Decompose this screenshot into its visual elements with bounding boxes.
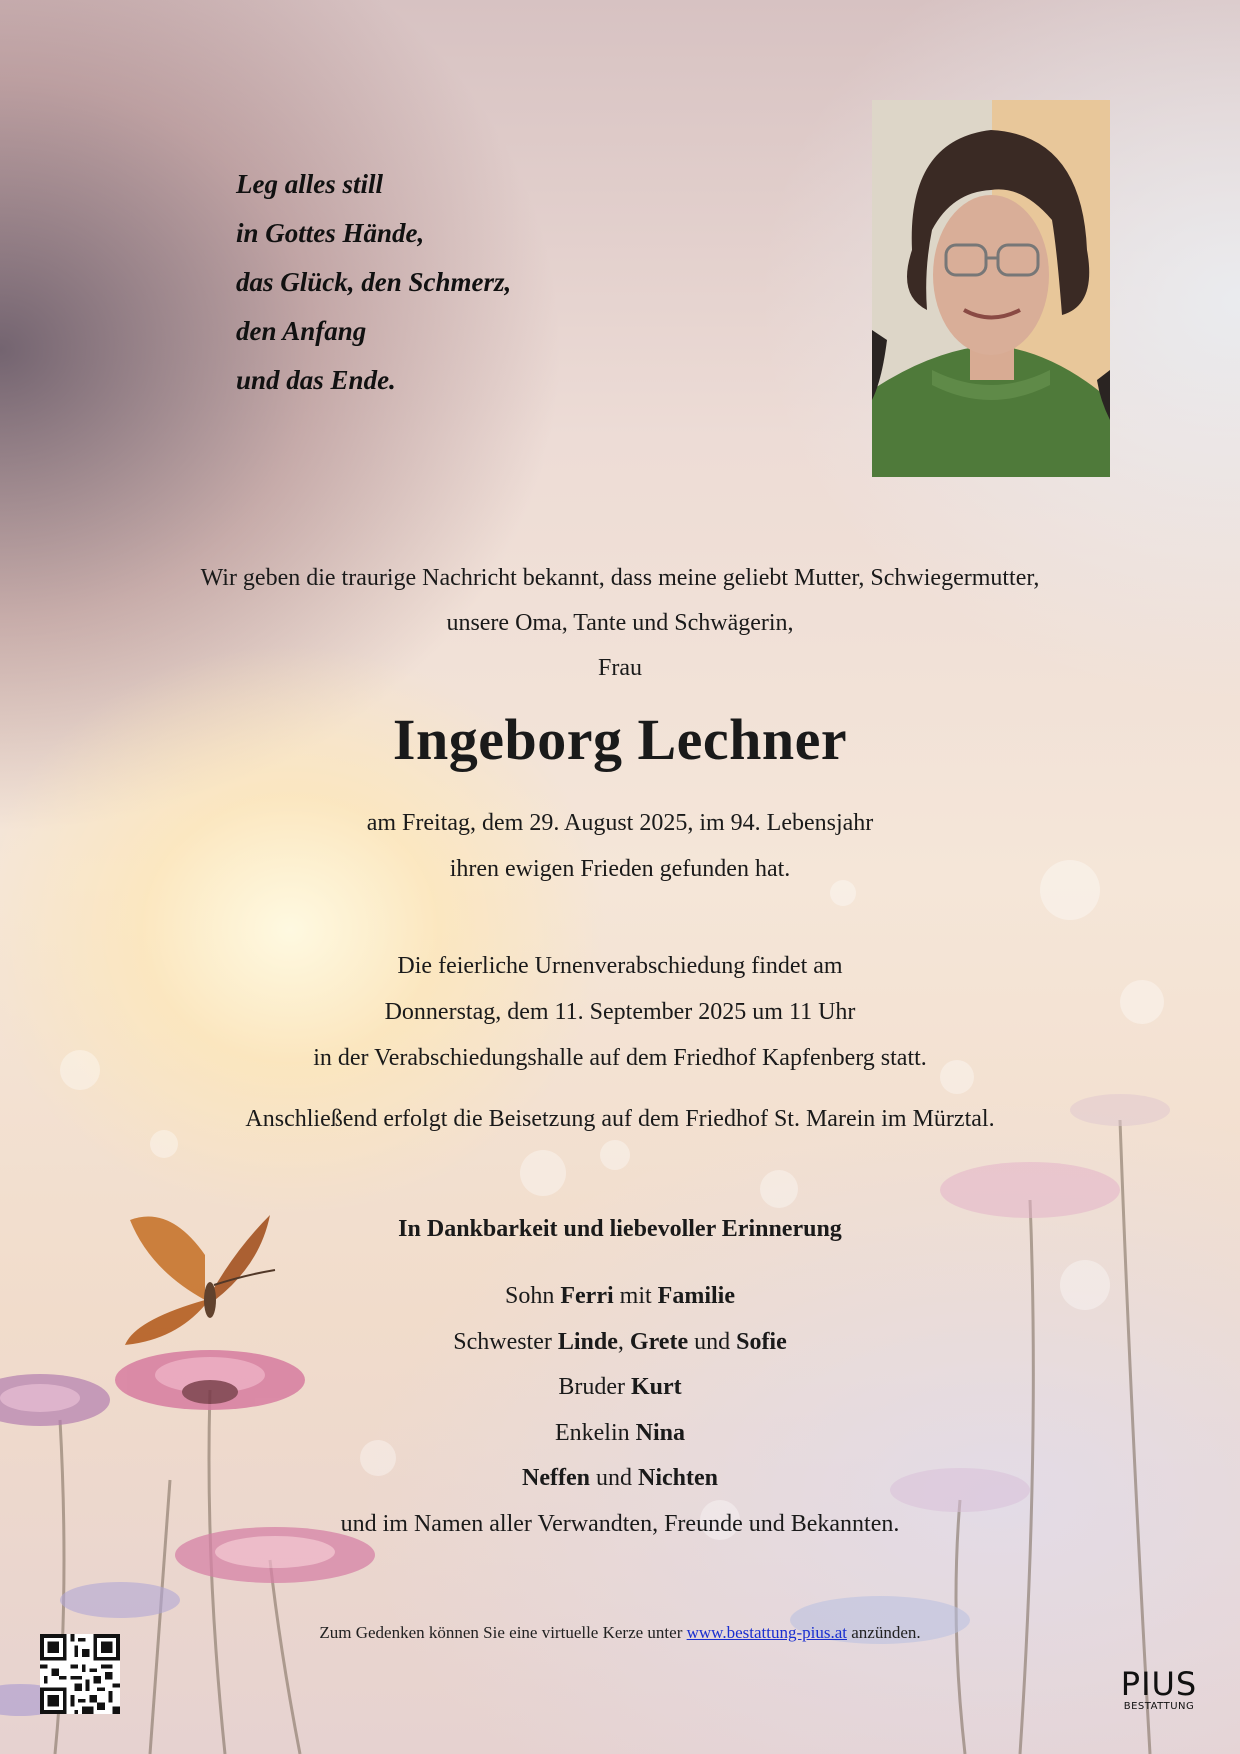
memorial-verse — [236, 160, 511, 405]
passing-line: am Freitag, dem 29. August 2025, im 94. Lebensjahr — [366, 810, 874, 836]
mourner-row — [0, 1274, 1240, 1320]
memorial-candle-note — [0, 1619, 1240, 1647]
mourner-name: Nichten — [637, 1465, 718, 1491]
mourner-name: Sofie — [736, 1328, 787, 1355]
announcement-text — [0, 556, 1240, 691]
mourner-name: Neffen — [522, 1465, 590, 1491]
mourner-relation: Enkelin — [554, 1419, 636, 1446]
passing-line: ihren ewigen Frieden gefunden hat. — [449, 856, 791, 882]
mourner-connector: , — [617, 1328, 630, 1355]
thanks-title: In Dankbarkeit und liebevoller Erinnerung — [398, 1216, 842, 1242]
announcement-line: Frau — [598, 655, 642, 681]
ceremony-line: Die feierliche Urnenverabschiedung findet am — [397, 953, 843, 979]
mourners-list — [0, 1274, 1240, 1547]
footer-text-before: Zum Gedenken können Sie eine virtuelle Kerze unter — [319, 1623, 687, 1642]
mourner-connector: und — [688, 1328, 737, 1355]
mourner-name: Grete — [629, 1328, 689, 1355]
mourner-row — [0, 1411, 1240, 1457]
mourner-relation: Sohn — [505, 1283, 561, 1309]
passing-text — [0, 800, 1240, 892]
mourner-name: Kurt — [630, 1374, 682, 1400]
announcement-line: Wir geben die traurige Nachricht bekannt, dass meine geliebt Mutter, Schwiegermutter, — [200, 565, 1040, 591]
ceremony-line: in der Verabschiedungshalle auf dem Friedhof Kapfenberg statt. — [313, 1045, 927, 1071]
verse-line: Leg alles still — [236, 169, 383, 199]
mourner-row: und im Namen aller Verwandten, Freunde und Bekannten. — [340, 1510, 900, 1537]
logo-sub-text: BESTATTUNG — [1123, 1701, 1195, 1712]
mourner-name: Linde — [557, 1328, 618, 1355]
mourner-relation: Bruder — [558, 1374, 631, 1400]
ceremony-line: Donnerstag, dem 11. September 2025 um 11 Uhr — [384, 999, 856, 1025]
deceased-name: Ingeborg Lechner — [392, 707, 848, 772]
verse-line: den Anfang — [236, 316, 367, 346]
mourner-connector: und — [589, 1465, 638, 1491]
mourner-row — [0, 1320, 1240, 1366]
portrait-photo — [872, 100, 1110, 477]
announcement-line: unsere Oma, Tante und Schwägerin, — [446, 610, 794, 636]
mourner-relation: Schwester — [453, 1328, 558, 1355]
qr-code-icon[interactable] — [40, 1634, 120, 1714]
verse-line: das Glück, den Schmerz, — [236, 267, 512, 297]
mourner-connector: mit — [613, 1283, 658, 1309]
burial-text: Anschließend erfolgt die Beisetzung auf dem Friedhof St. Marein im Mürztal. — [245, 1106, 995, 1132]
mourner-name: Ferri — [560, 1283, 614, 1309]
ceremony-text — [0, 943, 1240, 1081]
verse-line: und das Ende. — [236, 365, 396, 395]
footer-text-after: anzünden. — [847, 1623, 921, 1642]
pius-bestattung-logo — [1118, 1665, 1200, 1720]
mourner-name: Nina — [635, 1419, 685, 1446]
verse-line: in Gottes Hände, — [236, 218, 425, 248]
mourner-row — [0, 1365, 1240, 1411]
funeral-home-website-link[interactable]: www.bestattung-pius.at — [686, 1623, 847, 1642]
logo-main-text: PIUS — [1120, 1665, 1198, 1703]
mourner-name: Familie — [657, 1283, 735, 1309]
mourner-row — [0, 1456, 1240, 1502]
